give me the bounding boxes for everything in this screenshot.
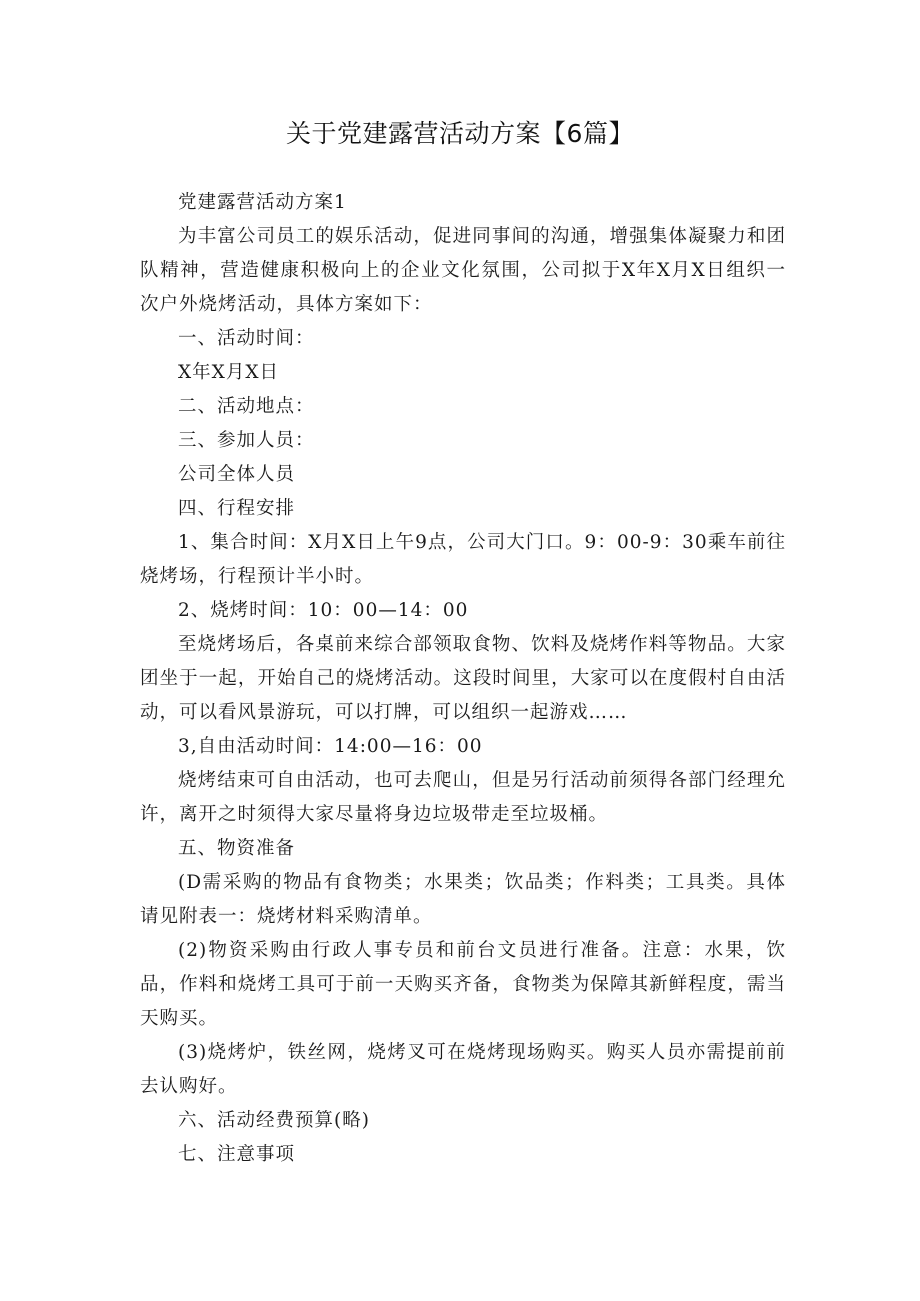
body-paragraph: 烧烤结束可自由活动，也可去爬山，但是另行活动前须得各部门经理允许，离开之时须得大家尽量将身边垃圾带走至垃圾桶。 (140, 770, 786, 825)
activity-date: X年X月X日 (178, 362, 280, 383)
document-body (140, 186, 786, 1172)
section-heading: 四、行程安排 (178, 498, 296, 519)
section-heading: 一、活动时间： (178, 328, 315, 349)
list-item: (D需采购的物品有食物类；水果类；饮品类；作料类；工具类。具体请见附表一：烧烤材料采购清单。 (140, 872, 786, 927)
schedule-item: 1、集合时间：X月X日上午9点，公司大门口。9：00-9：30乘车前往烧烤场，行程预计半小时。 (140, 532, 786, 587)
body-paragraph: 至烧烤场后，各桌前来综合部领取食物、饮料及烧烤作料等物品。大家团坐于一起，开始自己的烧烤活动。这段时间里，大家可以在度假村自由活动，可以看风景游玩，可以打牌，可以组织一起游戏…… (140, 634, 786, 723)
list-item: (3)烧烤炉，铁丝网，烧烤叉可在烧烤现场购买。购买人员亦需提前前去认购好。 (140, 1042, 786, 1097)
section-heading: 七、注意事项 (178, 1144, 296, 1165)
schedule-item: 3,自由活动时间：14:00—16：00 (178, 736, 483, 757)
list-item: (2)物资采购由行政人事专员和前台文员进行准备。注意：水果，饮品，作料和烧烤工具可于前一天购买齐备，食物类为保障其新鲜程度，需当天购买。 (140, 940, 786, 1029)
section-heading: 三、参加人员： (178, 430, 315, 451)
section-heading: 党建露营活动方案1 (178, 192, 347, 213)
schedule-item: 2、烧烤时间：10：00—14：00 (178, 600, 469, 621)
document-title: 关于党建露营活动方案【6篇】 (286, 119, 634, 148)
participants-text: 公司全体人员 (178, 464, 296, 485)
intro-paragraph: 为丰富公司员工的娱乐活动，促进同事间的沟通，增强集体凝聚力和团队精神，营造健康积极向上的企业文化氛围，公司拟于X年X月X日组织一次户外烧烤活动，具体方案如下： (140, 226, 786, 315)
section-heading: 二、活动地点： (178, 396, 315, 417)
section-heading: 六、活动经费预算(略) (178, 1110, 370, 1131)
section-heading: 五、物资准备 (178, 838, 296, 859)
